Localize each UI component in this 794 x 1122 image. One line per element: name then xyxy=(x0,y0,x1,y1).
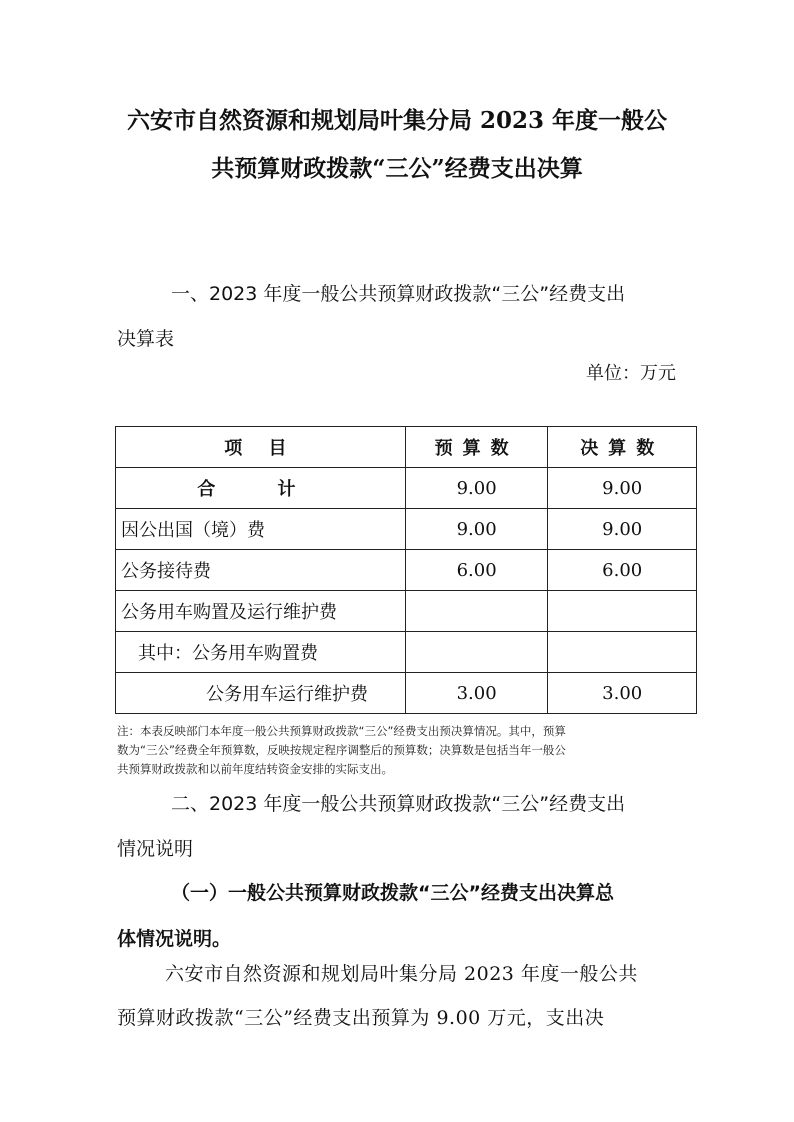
document-title xyxy=(100,97,694,193)
note-line-1: 注：本表反映部门本年度一般公共预算财政拨款“三公”经费支出预决算情况。其中，预算 xyxy=(117,724,566,738)
table-row-reception xyxy=(116,550,697,591)
row-budget: 6.00 xyxy=(405,550,548,591)
unit-label: 单位：万元 xyxy=(586,363,676,384)
row-item: 合 计 xyxy=(116,468,406,509)
table-row-overseas xyxy=(116,509,697,550)
title-line-2: 共预算财政拨款“三公”经费支出决算 xyxy=(211,155,583,182)
table-note xyxy=(117,722,682,779)
note-line-3: 共预算财政拨款和以前年度结转资金安排的实际支出。 xyxy=(117,762,393,776)
row-actual xyxy=(548,591,697,632)
row-item: 因公出国（境）费 xyxy=(116,509,406,550)
paragraph-line-1: 六安市自然资源和规划局叶集分局 2023 年度一般公共 xyxy=(165,963,638,985)
paragraph-line-2: 预算财政拨款“三公”经费支出预算为 9.00 万元，支出决 xyxy=(117,1007,605,1029)
row-actual xyxy=(548,632,697,673)
header-budget: 预算数 xyxy=(405,427,548,468)
row-budget xyxy=(405,632,548,673)
row-item: 公务接待费 xyxy=(116,550,406,591)
row-item: 公务用车购置及运行维护费 xyxy=(116,591,406,632)
row-actual: 9.00 xyxy=(548,509,697,550)
header-item: 项 目 xyxy=(116,427,406,468)
row-budget xyxy=(405,591,548,632)
section-2-heading-line-1: 二、2023 年度一般公共预算财政拨款“三公”经费支出 xyxy=(171,793,626,815)
title-line-1: 六安市自然资源和规划局叶集分局 2023 年度一般公 xyxy=(126,107,668,134)
table-row-vehicle-maintenance xyxy=(116,673,697,714)
row-actual: 6.00 xyxy=(548,550,697,591)
row-item: 其中：公务用车购置费 xyxy=(116,632,406,673)
section-1-heading-line-1: 一、2023 年度一般公共预算财政拨款“三公”经费支出 xyxy=(171,283,626,305)
table-row-total xyxy=(116,468,697,509)
subsection-1-heading-line-2: 体情况说明。 xyxy=(117,928,232,950)
section-1-heading xyxy=(117,272,677,362)
row-item: 公务用车运行维护费 xyxy=(116,673,406,714)
row-budget: 9.00 xyxy=(405,509,548,550)
row-budget: 9.00 xyxy=(405,468,548,509)
table-row-vehicle-purchase xyxy=(116,632,697,673)
section-1-heading-line-2: 决算表 xyxy=(117,328,175,350)
header-actual: 决算数 xyxy=(548,427,697,468)
row-budget: 3.00 xyxy=(405,673,548,714)
section-2-heading-line-2: 情况说明 xyxy=(117,838,194,860)
row-actual: 3.00 xyxy=(548,673,697,714)
three-public-expenses-table xyxy=(115,426,697,714)
table-header-row xyxy=(116,427,697,468)
row-actual: 9.00 xyxy=(548,468,697,509)
subsection-1-heading-line-1: （一）一般公共预算财政拨款“三公”经费支出决算总 xyxy=(171,882,614,904)
summary-paragraph xyxy=(117,952,682,1040)
table-row-vehicles xyxy=(116,591,697,632)
section-2-heading xyxy=(117,782,677,872)
note-line-2: 数为“三公”经费全年预算数，反映按规定程序调整后的预算数；决算数是包括当年一般公 xyxy=(117,743,566,757)
subsection-1-heading xyxy=(117,870,682,962)
